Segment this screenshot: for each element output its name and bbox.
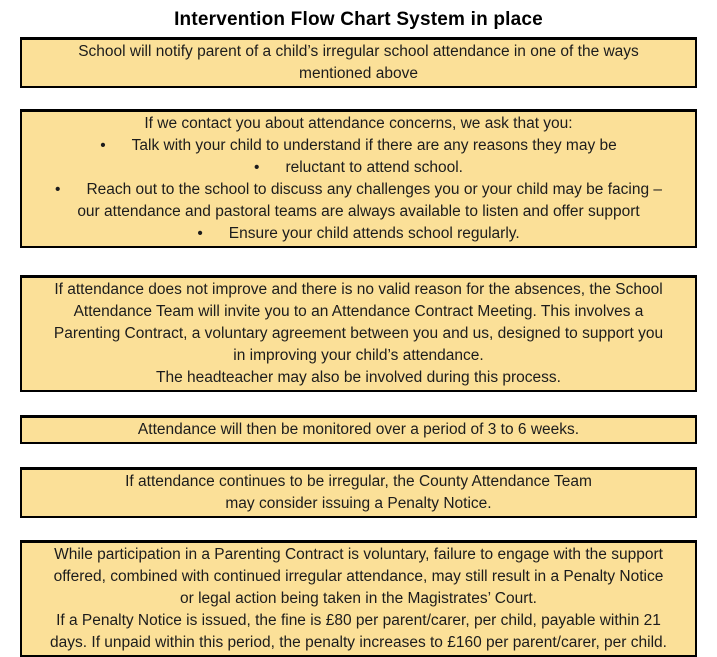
text-line [25, 301, 692, 323]
line-text: Talk with your child to understand if there are any reasons they may be [131, 137, 617, 154]
line-text: may consider issuing a Penalty Notice. [225, 495, 492, 512]
text-line [25, 323, 692, 345]
line-text: days. If unpaid within this period, the penalty increases to £160 per parent/carer, per child. [50, 634, 667, 651]
text-line [25, 367, 692, 389]
line-text: in improving your child’s attendance. [233, 347, 484, 364]
line-text: If we contact you about attendance concerns, we ask that you: [144, 115, 573, 132]
line-text: School will notify parent of a child’s irregular school attendance in one of the ways [78, 43, 639, 60]
text-line [25, 201, 692, 223]
line-text: our attendance and pastoral teams are always available to listen and offer support [77, 203, 640, 220]
bullet-icon: • [197, 225, 203, 242]
line-text: Ensure your child attends school regularly. [228, 225, 520, 242]
line-text: Attendance Team will invite you to an Attendance Contract Meeting. This involves a [73, 303, 644, 320]
line-text: Parenting Contract, a voluntary agreement between you and us, designed to support you [53, 325, 664, 342]
flow-box-penalty-details [20, 540, 697, 657]
line-text: If a Penalty Notice is issued, the fine is £80 per parent/carer, per child, payable within 21 [56, 612, 661, 629]
line-text: If attendance does not improve and there is no valid reason for the absences, the School [54, 281, 663, 298]
text-line [25, 113, 692, 135]
text-line [25, 63, 692, 85]
text-line [25, 135, 692, 157]
flow-box-monitoring-period [20, 415, 697, 444]
line-text: Attendance will then be monitored over a period of 3 to 6 weeks. [137, 421, 580, 438]
line-text: While participation in a Parenting Contract is voluntary, failure to engage with the support [54, 546, 663, 563]
text-line [25, 223, 692, 245]
line-text: offered, combined with continued irregular attendance, may still result in a Penalty Notice [53, 568, 664, 585]
text-line [25, 544, 692, 566]
bullet-icon: • [254, 159, 260, 176]
text-line [25, 566, 692, 588]
flow-box-notify-parents [20, 37, 697, 88]
page-title: Intervention Flow Chart System in place [174, 9, 543, 30]
text-line [25, 279, 692, 301]
flow-box-attendance-contract-meeting [20, 275, 697, 392]
line-text: or legal action being taken in the Magistrates’ Court. [180, 590, 537, 607]
text-line [25, 471, 692, 493]
line-text: mentioned above [299, 65, 418, 82]
text-line [25, 179, 692, 201]
flow-chart [0, 37, 717, 657]
line-text: If attendance continues to be irregular, the County Attendance Team [125, 473, 592, 490]
line-text: reluctant to attend school. [285, 159, 463, 176]
line-text: The headteacher may also be involved during this process. [156, 369, 561, 386]
bullet-icon: • [55, 181, 61, 198]
text-line [25, 632, 692, 654]
flow-box-penalty-notice-consideration [20, 467, 697, 518]
text-line [25, 345, 692, 367]
text-line [25, 41, 692, 63]
flow-box-contact-advice [20, 109, 697, 248]
bullet-icon: • [100, 137, 106, 154]
text-line [25, 610, 692, 632]
line-text: Reach out to the school to discuss any challenges you or your child may be facing – [86, 181, 662, 198]
text-line [25, 493, 692, 515]
text-line [25, 157, 692, 179]
text-line [25, 419, 692, 441]
text-line [25, 588, 692, 610]
